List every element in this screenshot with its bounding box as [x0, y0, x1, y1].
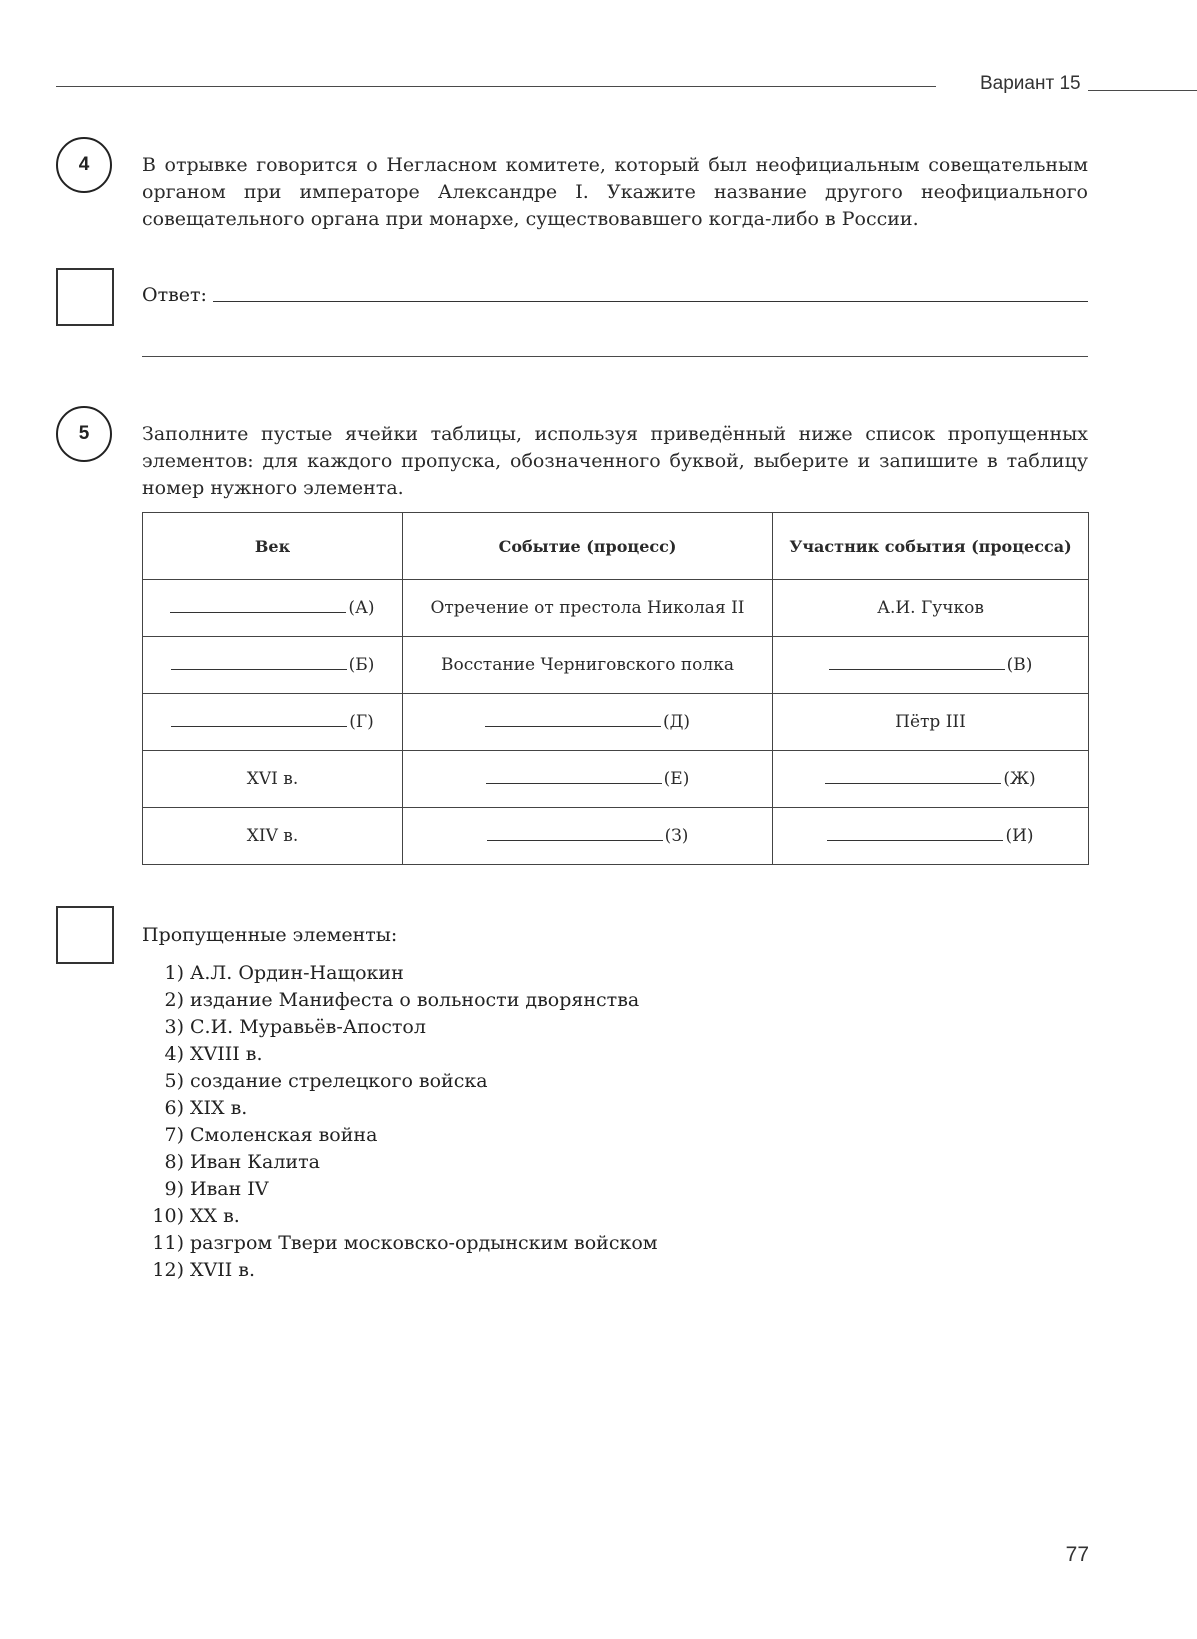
page-number: 77 [1065, 1543, 1089, 1566]
item-number: 6) [164, 1097, 184, 1119]
item-number: 7) [164, 1124, 184, 1146]
blank-letter: (И) [1005, 826, 1034, 846]
list-item [142, 1122, 658, 1149]
fill-blank[interactable] [827, 840, 1003, 841]
item-text: Иван Калита [190, 1151, 320, 1173]
item-number: 9) [164, 1178, 184, 1200]
list-item [142, 1257, 658, 1284]
column-header-event: Событие (процесс) [403, 513, 773, 580]
column-header-century: Век [143, 513, 403, 580]
cell-century: XVI в. [143, 751, 403, 808]
cell-participant[interactable] [773, 808, 1089, 865]
item-text: С.И. Муравьёв-Апостол [190, 1016, 426, 1038]
missing-elements-title: Пропущенные элементы: [142, 924, 398, 946]
cell-century[interactable] [143, 580, 403, 637]
table-row [143, 808, 1089, 865]
item-number: 8) [164, 1151, 184, 1173]
item-text: издание Манифеста о вольности дворянства [190, 989, 640, 1011]
cell-event[interactable] [403, 808, 773, 865]
list-item [142, 987, 658, 1014]
fill-blank[interactable] [486, 783, 662, 784]
column-header-participant: Участник события (процесса) [773, 513, 1089, 580]
fill-blank[interactable] [487, 840, 663, 841]
item-text: XIX в. [190, 1097, 248, 1119]
fill-blank[interactable] [171, 726, 347, 727]
list-item [142, 960, 658, 987]
item-number: 1) [164, 962, 184, 984]
table-header-row [143, 513, 1089, 580]
item-number: 2) [164, 989, 184, 1011]
cell-participant[interactable] [773, 637, 1089, 694]
header-rule-right [1088, 90, 1197, 91]
blank-letter: (Е) [663, 769, 690, 789]
list-item [142, 1203, 658, 1230]
item-number: 11) [152, 1232, 184, 1254]
blank-letter: (А) [348, 598, 375, 618]
task-4-number: 4 [56, 137, 112, 193]
blank-letter: (Д) [662, 712, 691, 732]
fill-blank[interactable] [825, 783, 1001, 784]
answer-line-1[interactable] [213, 300, 1088, 302]
item-text: А.Л. Ордин-Нащокин [190, 962, 404, 984]
table-row [143, 637, 1089, 694]
item-text: Смоленская война [190, 1124, 378, 1146]
item-number: 10) [152, 1205, 184, 1227]
fill-blank[interactable] [171, 669, 347, 670]
variant-label: Вариант 15 [980, 73, 1081, 94]
item-text: создание стрелецкого войска [190, 1070, 488, 1092]
blank-letter: (Ж) [1003, 769, 1036, 789]
task-4-answer-box[interactable] [56, 268, 114, 326]
blank-letter: (В) [1006, 655, 1033, 675]
item-text: разгром Твери московско-ордынским войском [190, 1232, 658, 1254]
item-number: 12) [152, 1259, 184, 1281]
list-item [142, 1095, 658, 1122]
fill-blank[interactable] [485, 726, 661, 727]
task-5-answer-box[interactable] [56, 906, 114, 964]
list-item [142, 1014, 658, 1041]
item-number: 3) [164, 1016, 184, 1038]
cell-century[interactable] [143, 637, 403, 694]
item-text: XX в. [190, 1205, 240, 1227]
item-text: XVIII в. [190, 1043, 263, 1065]
task-4-text: В отрывке говорится о Негласном комитете, который был неофициальным совещательным органом при императоре Александре I. Укажите название другого неофициального совещательного органа при монархе, существовавшего когда-либо в России. [142, 154, 1088, 230]
fill-blank[interactable] [829, 669, 1005, 670]
cell-participant: Пётр III [773, 694, 1089, 751]
blank-letter: (З) [664, 826, 689, 846]
table-row [143, 694, 1089, 751]
list-item [142, 1068, 658, 1095]
cell-participant[interactable] [773, 751, 1089, 808]
blank-letter: (Б) [348, 655, 375, 675]
events-table [142, 512, 1089, 865]
list-item [142, 1041, 658, 1068]
fill-blank[interactable] [170, 612, 346, 613]
answer-line-2[interactable] [142, 356, 1088, 357]
cell-event: Восстание Черниговского полка [403, 637, 773, 694]
item-text: XVII в. [190, 1259, 256, 1281]
cell-event[interactable] [403, 751, 773, 808]
table-row [143, 751, 1089, 808]
item-text: Иван IV [190, 1178, 269, 1200]
item-number: 4) [164, 1043, 184, 1065]
cell-century: XIV в. [143, 808, 403, 865]
table-row [143, 580, 1089, 637]
header-rule-left [56, 86, 936, 87]
list-item [142, 1176, 658, 1203]
item-number: 5) [164, 1070, 184, 1092]
task-5-text: Заполните пустые ячейки таблицы, используя приведённый ниже список пропущенных элементов: для каждого пропуска, обозначенного буквой, выберите и запишите в таблицу номер нужного элемента. [142, 423, 1088, 499]
list-item [142, 1230, 658, 1257]
cell-event: Отречение от престола Николая II [403, 580, 773, 637]
cell-century[interactable] [143, 694, 403, 751]
blank-letter: (Г) [349, 712, 374, 732]
cell-participant: А.И. Гучков [773, 580, 1089, 637]
task-5-number: 5 [56, 406, 112, 462]
task-4-answer-row [142, 284, 1088, 306]
answer-label: Ответ: [142, 284, 207, 306]
missing-elements-list [142, 960, 658, 1284]
list-item [142, 1149, 658, 1176]
cell-event[interactable] [403, 694, 773, 751]
